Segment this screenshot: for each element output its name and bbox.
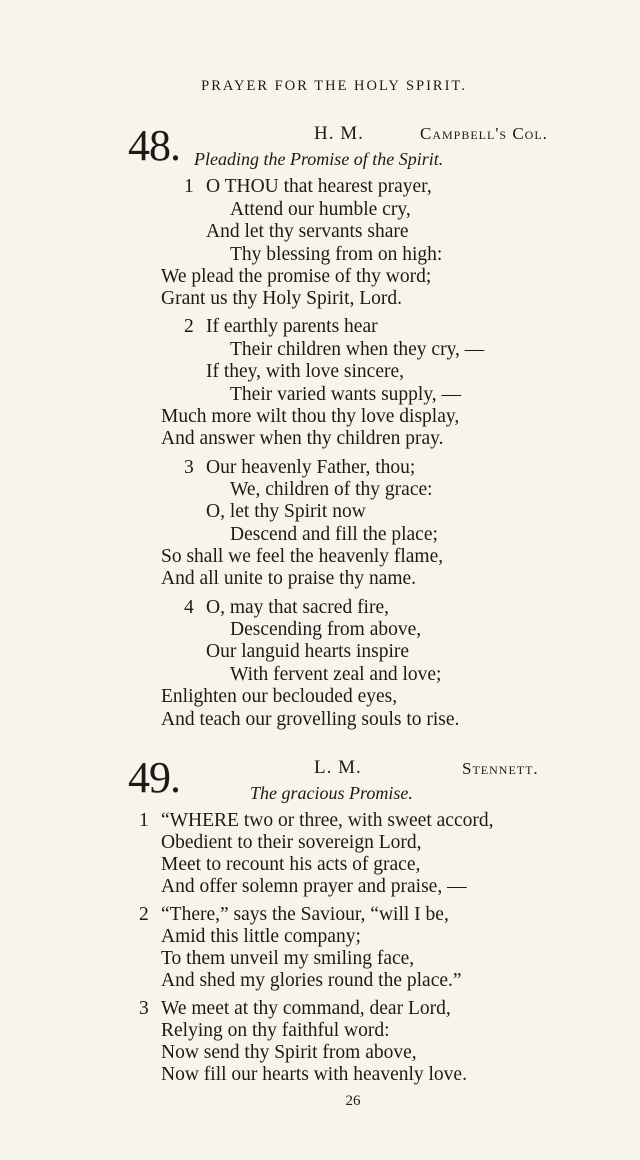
hymn-meter: L. M. bbox=[314, 757, 362, 778]
verse-line: With fervent zeal and love; bbox=[230, 664, 442, 685]
verse-line: Attend our humble cry, bbox=[230, 199, 411, 220]
verse-line: Their varied wants supply, — bbox=[230, 384, 462, 405]
verse-line: Meet to recount his acts of grace, bbox=[161, 854, 421, 875]
verse-line: Their children when they cry, — bbox=[230, 339, 485, 360]
verse-line: Thy blessing from on high: bbox=[230, 244, 443, 265]
verse-line: And teach our grovelling souls to rise. bbox=[161, 709, 460, 730]
verse-line: If they, with love sincere, bbox=[206, 361, 404, 382]
verse-line: Descending from above, bbox=[230, 619, 422, 640]
verse-line: Now send thy Spirit from above, bbox=[161, 1042, 417, 1063]
verse-line: “WHERE two or three, with sweet accord, bbox=[161, 810, 494, 831]
verse-line: If earthly parents hear bbox=[206, 316, 378, 337]
hymn-subtitle: Pleading the Promise of the Spirit. bbox=[194, 149, 444, 169]
verse-line: We plead the promise of thy word; bbox=[161, 266, 432, 287]
verse-line: So shall we feel the heavenly flame, bbox=[161, 546, 444, 567]
hymn-meter: H. M. bbox=[314, 123, 364, 144]
verse-line: And all unite to praise thy name. bbox=[161, 568, 417, 589]
verse-line: We meet at thy command, dear Lord, bbox=[161, 998, 451, 1019]
verse-line: O, let thy Spirit now bbox=[206, 501, 366, 522]
verse-line: And let thy servants share bbox=[206, 221, 409, 242]
verse-line: Grant us thy Holy Spirit, Lord. bbox=[161, 288, 403, 309]
verse-line: We, children of thy grace: bbox=[230, 479, 433, 500]
verse-line: To them unveil my smiling face, bbox=[161, 948, 415, 969]
stanza-number: 1 bbox=[139, 810, 149, 831]
verse-line: Amid this little company; bbox=[161, 926, 361, 947]
verse-line: Our heavenly Father, thou; bbox=[206, 457, 416, 478]
verse-line: And offer solemn prayer and praise, — bbox=[161, 876, 467, 897]
verse-line: “There,” says the Saviour, “will I be, bbox=[161, 904, 449, 925]
verse-line: Enlighten our beclouded eyes, bbox=[161, 686, 398, 707]
verse-line: Much more wilt thou thy love display, bbox=[161, 406, 460, 427]
stanza-number: 2 bbox=[139, 904, 149, 925]
verse-line: And answer when thy children pray. bbox=[161, 428, 444, 449]
verse-line: O, may that sacred fire, bbox=[206, 597, 390, 618]
stanza-number: 2 bbox=[184, 316, 194, 337]
verse-line: Relying on thy faithful word: bbox=[161, 1020, 390, 1041]
stanza-number: 3 bbox=[184, 457, 194, 478]
stanza-number: 4 bbox=[184, 597, 194, 618]
verse-line: O THOU that hearest prayer, bbox=[206, 176, 432, 197]
verse-line: Now fill our hearts with heavenly love. bbox=[161, 1064, 467, 1085]
verse-line: Our languid hearts inspire bbox=[206, 641, 410, 662]
hymn-number: 48. bbox=[128, 121, 180, 170]
page-number: 26 bbox=[345, 1093, 361, 1109]
verse-line: And shed my glories round the place.” bbox=[161, 970, 462, 991]
hymn-subtitle: The gracious Promise. bbox=[250, 783, 413, 803]
hymn-author: Campbell's Col. bbox=[420, 124, 548, 143]
verse-line: Obedient to their sovereign Lord, bbox=[161, 832, 422, 853]
hymn-author: Stennett. bbox=[462, 759, 539, 778]
hymn-number: 49. bbox=[128, 753, 180, 802]
stanza-number: 3 bbox=[139, 998, 149, 1019]
running-head: PRAYER FOR THE HOLY SPIRIT. bbox=[201, 78, 467, 94]
stanza-number: 1 bbox=[184, 176, 194, 197]
verse-line: Descend and fill the place; bbox=[230, 524, 438, 545]
